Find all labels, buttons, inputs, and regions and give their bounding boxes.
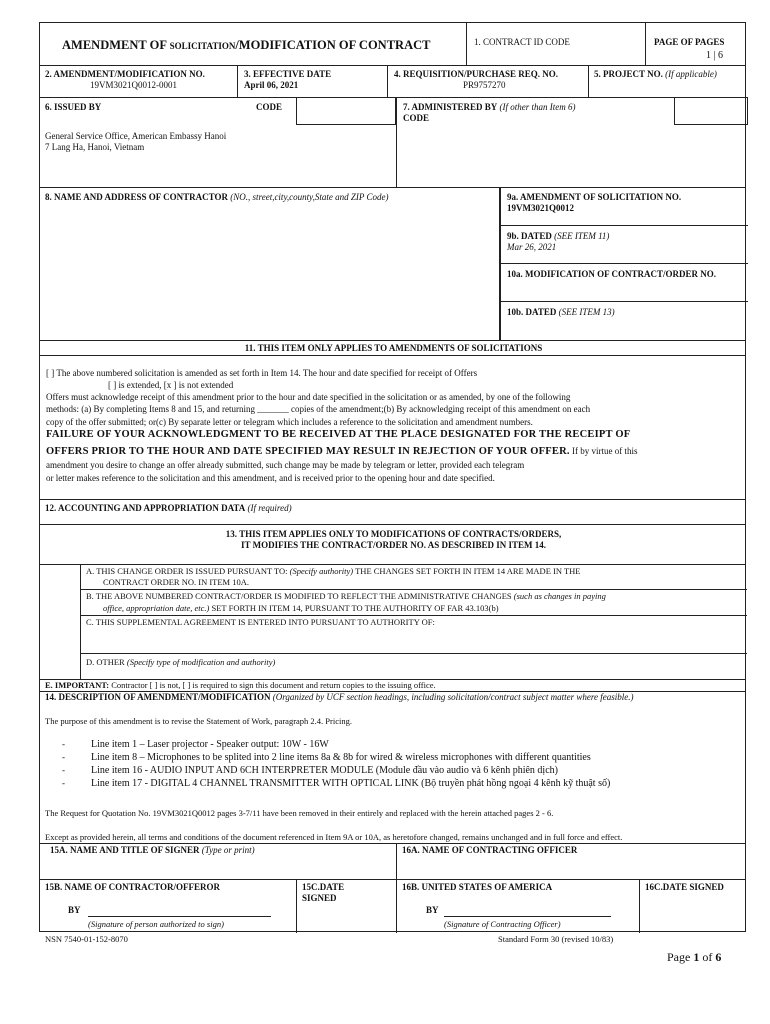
page-of-pages-value: 1 | 6 xyxy=(706,50,724,61)
item-11-heading: 11. THIS ITEM ONLY APPLIES TO AMENDMENTS OF SOLICITATIONS xyxy=(244,343,543,353)
item-9b-cell xyxy=(501,225,748,263)
contracting-officer-label: 16A. NAME OF CONTRACTING OFFICER xyxy=(402,845,578,855)
item-14-purpose: The purpose of this amendment is to revise the Statement of Work, paragraph 2.4. Pricing. xyxy=(45,716,352,726)
divider xyxy=(40,843,745,844)
amendment-no-value: 19VM3021Q0012-0001 xyxy=(90,80,177,90)
item-14-label-text: 14. DESCRIPTION OF AMENDMENT/MODIFICATION xyxy=(45,692,271,702)
contracting-officer-signature-caption: (Signature of Contracting Officer) xyxy=(444,919,561,929)
issued-by-code-box xyxy=(296,97,396,125)
united-states-label: 16B. UNITED STATES OF AMERICA xyxy=(402,882,553,892)
divider xyxy=(40,499,745,500)
item-13b-line-2 xyxy=(103,603,499,614)
contractor-cell xyxy=(40,187,499,340)
item-11-warning-2 xyxy=(46,441,746,459)
item-9a-value: 19VM3021Q0012 xyxy=(507,203,574,213)
amendment-no-cell xyxy=(40,65,237,97)
page-of-pages-label: PAGE OF PAGES xyxy=(654,37,725,47)
item-13-heading-2: IT MODIFIES THE CONTRACT/ORDER NO. AS DESCRIBED IN ITEM 14. xyxy=(241,540,546,550)
list-item xyxy=(62,739,742,752)
divider xyxy=(396,843,397,933)
form-title xyxy=(62,38,430,53)
solicitation-info-cell xyxy=(500,187,747,340)
item-13c-text: C. THIS SUPPLEMENTAL AGREEMENT IS ENTERED INTO PURSUANT TO AUTHORITY OF: xyxy=(86,617,435,627)
contractor-suffix: (NO., street,city,county,State and ZIP Code) xyxy=(230,192,389,202)
signer-15a-label xyxy=(50,845,255,856)
item-13b-line-2-italic: office, appropriation date, etc.) xyxy=(103,603,210,613)
item-11-warning-2-tail: If by virtue of this xyxy=(569,445,638,456)
list-item xyxy=(62,765,742,778)
issued-by-code-label: CODE xyxy=(256,102,283,112)
divider xyxy=(296,879,297,933)
bullet-text: Line item 1 – Laser projector - Speaker output: 10W - 16W xyxy=(91,739,329,750)
issued-by-cell xyxy=(40,97,396,187)
item-13d-prefix: D. OTHER xyxy=(86,657,125,667)
form-title-part2: SOLICITATION xyxy=(169,41,236,51)
item-10a-cell xyxy=(501,263,748,301)
date-signed-15c-label-2: SIGNED xyxy=(302,893,337,903)
item-9b-value: Mar 26, 2021 xyxy=(507,242,557,252)
signer-15a-suffix: (Type or print) xyxy=(199,845,255,855)
by-label-right: BY xyxy=(426,905,439,915)
administered-by-cell xyxy=(396,97,747,187)
item-11-body xyxy=(46,368,746,484)
item-14-label xyxy=(45,692,634,703)
list-item xyxy=(62,752,742,765)
bullet-dash-icon: - xyxy=(62,752,65,762)
list-item xyxy=(62,778,742,791)
item-e-text xyxy=(45,680,436,691)
signer-15a-label-text: 15A. NAME AND TITLE OF SIGNER xyxy=(50,845,200,855)
contract-id-label: 1. CONTRACT ID CODE xyxy=(474,37,570,47)
form-title-cell xyxy=(40,23,466,65)
item-14-bullets xyxy=(62,739,742,791)
page-of-pages-cell xyxy=(645,23,747,65)
item-9a-cell xyxy=(501,187,748,225)
item-9b-label xyxy=(507,231,609,242)
item-13-heading-1: 13. THIS ITEM APPLIES ONLY TO MODIFICATIONS OF CONTRACTS/ORDERS, xyxy=(225,529,562,539)
nsn-number: NSN 7540-01-152-8070 xyxy=(45,934,128,944)
administered-by-code-box xyxy=(674,97,748,125)
item-13b-text xyxy=(86,591,606,602)
item-13b-line-2-rest: SET FORTH IN ITEM 14, PURSUANT TO THE AUTHORITY OF FAR 43.103(b) xyxy=(209,603,499,613)
item-13d-text xyxy=(86,657,275,668)
item-11-warning-1: FAILURE OF YOUR ACKNOWLEDGMENT TO BE RECEIVED AT THE PLACE DESIGNATED FOR THE RECEIPT OF xyxy=(46,428,631,440)
contractor-label-text: 8. NAME AND ADDRESS OF CONTRACTOR xyxy=(45,192,229,202)
bullet-dash-icon: - xyxy=(62,778,65,788)
item-13b-italic: (such as changes in paying xyxy=(511,591,606,601)
page-footer-total: 6 xyxy=(715,950,722,964)
issued-by-label: 6. ISSUED BY xyxy=(45,102,102,112)
bullet-text: Line item 17 - DIGITAL 4 CHANNEL TRANSMITTER WITH OPTICAL LINK (Bộ truyền phát hồng ngoại 4 kênh kỹ thuật số) xyxy=(91,778,611,789)
bullet-dash-icon: - xyxy=(62,739,65,749)
project-no-label-text: 5. PROJECT NO. xyxy=(594,69,663,79)
contractor-signature-line[interactable] xyxy=(88,916,271,917)
bullet-dash-icon: - xyxy=(62,765,65,775)
divider xyxy=(80,564,81,679)
item-10a-label: 10a. MODIFICATION OF CONTRACT/ORDER NO. xyxy=(507,269,717,279)
date-signed-15c-label: 15C.DATE xyxy=(302,882,345,892)
item-13a-italic: (Specify authority) xyxy=(287,566,354,576)
effective-date-label: 3. EFFECTIVE DATE xyxy=(244,69,332,79)
item-11-line-5: copy of the offer submitted; or(c) By separate letter or telegram which includes a reference to the solicitation and amendment numbers. xyxy=(46,417,533,428)
item-13a-prefix: A. THIS CHANGE ORDER IS ISSUED PURSUANT TO: xyxy=(86,566,288,576)
item-10b-label xyxy=(507,307,615,318)
item-12-suffix: (If required) xyxy=(247,503,292,513)
item-13b-prefix: B. THE ABOVE NUMBERED CONTRACT/ORDER IS MODIFIED TO REFLECT THE ADMINISTRATIVE CHANGES xyxy=(86,591,512,601)
effective-date-cell xyxy=(237,65,387,97)
page-number: 1 xyxy=(706,50,711,61)
item-13d-italic: (Specify type of modification and authority) xyxy=(124,657,276,667)
divider xyxy=(40,524,745,525)
item-10b-label-text: 10b. DATED xyxy=(507,307,557,317)
project-no-suffix: (If applicable) xyxy=(665,69,717,79)
form-title-part3: /MODIFICATION OF CONTRACT xyxy=(235,38,431,52)
item-11-line-7: or letter makes reference to the solicitation and this amendment, and is received prior to the opening hour and date specified. xyxy=(46,472,495,483)
item-e-label: E. IMPORTANT: xyxy=(45,680,110,690)
date-signed-16c-label: 16C.DATE SIGNED xyxy=(645,882,724,892)
item-e-body: Contractor [ ] is not, [ ] is required to sign this document and return copies to the issuing office. xyxy=(109,680,436,690)
requisition-label: 4. REQUISITION/PURCHASE REQ. NO. xyxy=(394,69,559,79)
divider xyxy=(40,564,745,565)
item-11-line-3: Offers must acknowledge receipt of this amendment prior to the hour and date specified in the solicitation or as amended, by one of the following xyxy=(46,391,571,402)
item-14-except-note: Except as provided herein, all terms and conditions of the document referenced in Item 9A or 10A, as heretofore changed, remains unchanged and in full force and effect. xyxy=(45,832,623,842)
effective-date-value: April 06, 2021 xyxy=(244,80,299,90)
contractor-signature-caption: (Signature of person authorized to sign) xyxy=(88,919,224,929)
project-no-label xyxy=(594,69,717,80)
bullet-text: Line item 8 – Microphones to be splited into 2 line items 8a & 8b for wired & wireless microphones with different quantities xyxy=(91,752,591,763)
item-11-line-6: amendment you desire to change an offer already submitted, such change may be made by telegram or letter, provided each telegram xyxy=(46,459,525,470)
item-13a-text xyxy=(86,566,580,577)
page-total: 6 xyxy=(718,50,724,61)
standard-form-label: Standard Form 30 (revised 10/83) xyxy=(498,934,614,944)
divider xyxy=(639,879,640,933)
page-footer xyxy=(667,950,721,964)
page-footer-prefix: Page xyxy=(667,950,694,964)
item-9b-label-text: 9b. DATED xyxy=(507,231,552,241)
item-12-label xyxy=(45,503,292,514)
item-11-warning-2-bold: OFFERS PRIOR TO THE HOUR AND DATE SPECIFIED MAY RESULT IN REJECTION OF YOUR OFFER. xyxy=(46,445,570,457)
item-13a-line-2: CONTRACT ORDER NO. IN ITEM 10A. xyxy=(103,577,249,587)
page-footer-of: of xyxy=(699,950,716,964)
item-9a-label: 9a. AMENDMENT OF SOLICITATION NO. xyxy=(507,192,682,202)
issuer-line-2: 7 Lang Ha, Hanoi, Vietnam xyxy=(45,142,145,152)
form-title-part1: AMENDMENT OF xyxy=(62,38,170,52)
item-11-line-2: [ ] is extended, [x ] is not extended xyxy=(108,379,234,390)
project-no-cell xyxy=(588,65,747,97)
item-14-rfq-note: The Request for Quotation No. 19VM3021Q0012 pages 3-7/11 have been removed in their entirely and replaced with the herein attached pages 2 - 6. xyxy=(45,808,554,818)
administered-by-label xyxy=(403,102,576,113)
administered-by-code-label: CODE xyxy=(403,113,430,123)
issuer-line-1: General Service Office, American Embassy Hanoi xyxy=(45,131,227,141)
bullet-text: Line item 16 - AUDIO INPUT AND 6CH INTERPRETER MODULE (Module đầu vào audio và 6 kênh phiên dịch) xyxy=(91,765,558,776)
divider xyxy=(40,340,745,341)
divider xyxy=(80,653,747,654)
item-11-line-1: [ ] The above numbered solicitation is amended as set forth in Item 14. The hour and date specified for receipt of Offers xyxy=(46,368,478,378)
requisition-cell xyxy=(387,65,588,97)
contractor-offeror-label: 15B. NAME OF CONTRACTOR/OFFEROR xyxy=(45,882,221,892)
item-10b-suffix: (SEE ITEM 13) xyxy=(558,307,615,317)
standard-form-30 xyxy=(39,22,746,932)
item-14-suffix: (Organized by UCF section headings, including solicitation/contract subject matter where feasible.) xyxy=(270,692,634,702)
divider xyxy=(80,589,747,590)
item-11-line-4: methods: (a) By completing Items 8 and 15, and returning _______ copies of the amendment;(b) By acknowledging receipt of this amendment on each xyxy=(46,404,591,415)
contract-id-cell xyxy=(466,23,645,65)
amendment-no-label: 2. AMENDMENT/MODIFICATION NO. xyxy=(45,69,205,79)
administered-by-suffix: (If other than Item 6) xyxy=(499,102,576,112)
item-12-label-text: 12. ACCOUNTING AND APPROPRIATION DATA xyxy=(45,503,246,513)
item-10b-cell xyxy=(501,301,748,340)
divider xyxy=(40,355,745,356)
contractor-label xyxy=(45,192,389,203)
divider xyxy=(80,615,747,616)
item-9b-suffix: (SEE ITEM 11) xyxy=(554,231,610,241)
page-footer-current: 1 xyxy=(693,950,700,964)
by-label-left: BY xyxy=(68,905,81,915)
administered-by-label-text: 7. ADMINISTERED BY xyxy=(403,102,498,112)
item-13a-rest: THE CHANGES SET FORTH IN ITEM 14 ARE MADE IN THE xyxy=(353,566,581,576)
requisition-value: PR9757270 xyxy=(463,80,506,90)
contracting-officer-signature-line[interactable] xyxy=(444,916,611,917)
